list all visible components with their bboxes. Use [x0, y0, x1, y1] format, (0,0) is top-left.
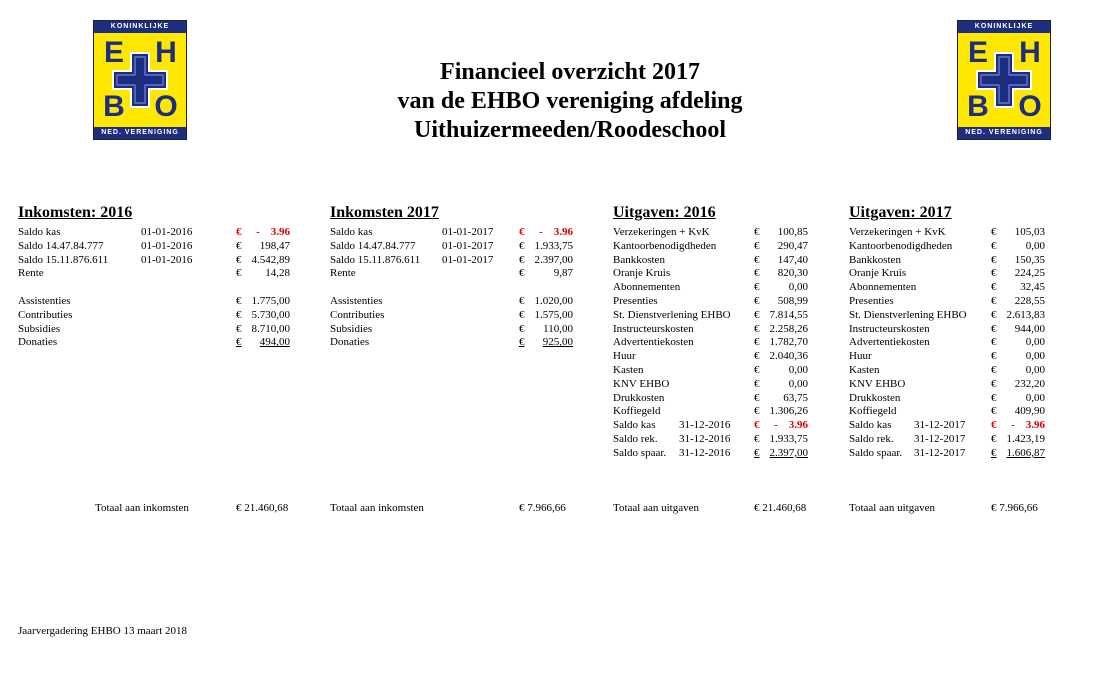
heading-uitgaven-2017: Uitgaven: 2017 [849, 204, 952, 221]
row-amount: - 3.96 [1011, 419, 1045, 432]
row-date: 01-01-2017 [442, 226, 494, 238]
row-amount: 0,00 [788, 364, 808, 376]
row-amount: 1.775,00 [251, 295, 290, 307]
euro-sign: € [236, 267, 242, 280]
euro-sign: € [519, 226, 525, 238]
heading-uitgaven-2016: Uitgaven: 2016 [613, 204, 716, 221]
row-label: Saldo spaar. [849, 446, 903, 459]
euro-sign: € [236, 336, 242, 349]
euro-sign: € [991, 350, 997, 363]
row-date: 31-12-2017 [914, 433, 966, 445]
blue-cross-icon [975, 51, 1033, 109]
row-amount: 228,55 [1014, 295, 1045, 307]
row-amount: 1.020,00 [534, 295, 573, 307]
row-date: 01-01-2017 [442, 239, 494, 252]
euro-sign: € [991, 433, 997, 445]
euro-sign: € [991, 336, 997, 349]
euro-sign: € [754, 239, 760, 252]
row-label: Abonnementen [613, 281, 681, 294]
euro-sign: € [754, 322, 760, 335]
logo-top-text: KONINKLIJKE [94, 21, 186, 33]
row-label: Saldo kas [18, 226, 61, 238]
euro-sign: € [754, 295, 760, 307]
table-row [0, 322, 1119, 336]
euro-sign: € [754, 433, 760, 445]
euro-sign: € [754, 267, 760, 280]
row-label: Donaties [18, 336, 58, 349]
total-amount: € 21.460,68 [754, 502, 807, 514]
table-row [0, 446, 1119, 460]
row-label: Contributies [18, 308, 73, 321]
row-amount: 1.933,75 [534, 239, 573, 252]
row-amount: 2.040,36 [769, 350, 808, 363]
table-row [0, 335, 1119, 349]
euro-sign: € [236, 308, 242, 321]
euro-sign: € [991, 281, 997, 294]
euro-sign: € [754, 377, 760, 390]
table-row [0, 391, 1119, 405]
logo-field [958, 33, 1050, 127]
row-amount: 0,00 [1025, 350, 1045, 363]
euro-sign: € [754, 336, 760, 349]
logo-letter-o: O [1018, 90, 1042, 123]
row-label: Bankkosten [849, 253, 901, 266]
euro-sign: € [754, 446, 760, 459]
row-date: 31-12-2016 [679, 419, 731, 432]
row-label: Donaties [330, 336, 370, 349]
heading-inkomsten-2016: Inkomsten: 2016 [18, 204, 133, 221]
row-label: Saldo kas [330, 226, 373, 238]
row-label: Drukkosten [849, 391, 901, 404]
row-amount: 5.730,00 [251, 308, 290, 321]
euro-sign: € [754, 253, 760, 266]
row-label: Oranje Kruis [613, 267, 671, 280]
row-label: Verzekeringen + KvK [613, 226, 710, 238]
euro-sign: € [991, 308, 997, 321]
euro-sign: € [991, 322, 997, 335]
row-amount: 147,40 [777, 253, 808, 266]
row-amount: 0,00 [788, 281, 808, 294]
table-row [0, 349, 1119, 363]
row-date: 31-12-2016 [679, 446, 731, 459]
total-amount: € 7.966,66 [519, 502, 566, 514]
row-amount: 1.575,00 [534, 308, 573, 321]
logo-letter-o: O [154, 90, 178, 123]
euro-sign: € [991, 267, 997, 280]
row-amount: 1.933,75 [769, 433, 808, 445]
footer-note: Jaarvergadering EHBO 13 maart 2018 [18, 625, 188, 637]
row-amount: 508,99 [777, 295, 808, 307]
table-row [0, 266, 1119, 280]
euro-sign: € [519, 267, 525, 280]
row-amount: 0,00 [1025, 364, 1045, 376]
total-label: Totaal aan inkomsten [95, 502, 189, 514]
euro-sign: € [754, 391, 760, 404]
euro-sign: € [991, 391, 997, 404]
euro-sign: € [236, 322, 242, 335]
total-uitgaven-2017 [0, 501, 1119, 515]
row-amount: 494,00 [259, 336, 290, 349]
row-date: 01-01-2016 [141, 253, 193, 266]
logo-top-text: KONINKLIJKE [958, 21, 1050, 33]
row-label: Presenties [613, 295, 658, 307]
row-amount: 232,20 [1014, 377, 1045, 390]
title-line-3: Uithuizermeeden/Roodeschool [414, 117, 726, 143]
euro-sign: € [991, 377, 997, 390]
euro-sign: € [991, 295, 997, 307]
row-label: Saldo rek. [849, 433, 894, 445]
euro-sign: € [519, 253, 525, 266]
row-amount: 925,00 [542, 336, 573, 349]
euro-sign: € [236, 253, 242, 266]
row-label: Verzekeringen + KvK [849, 226, 946, 238]
row-label: Saldo 14.47.84.777 [330, 239, 416, 252]
heading-inkomsten-2017: Inkomsten 2017 [330, 204, 439, 221]
row-amount: 63,75 [783, 391, 808, 404]
row-amount: 944,00 [1014, 322, 1045, 335]
row-label: Saldo 14.47.84.777 [18, 239, 104, 252]
row-label: Koffiegeld [849, 405, 897, 418]
euro-sign: € [991, 226, 997, 238]
logo-field [94, 33, 186, 127]
row-label: St. Dienstverlening EHBO [849, 308, 967, 321]
row-label: Abonnementen [849, 281, 917, 294]
title-line-1: Financieel overzicht 2017 [440, 59, 700, 85]
row-amount: 1.782,70 [769, 336, 808, 349]
row-label: KNV EHBO [849, 377, 906, 390]
row-amount: 150,35 [1014, 253, 1045, 266]
row-label: Bankkosten [613, 253, 665, 266]
row-amount: 100,85 [777, 226, 808, 238]
row-amount: - 3.96 [774, 419, 808, 432]
logo-letter-b: B [103, 90, 125, 123]
row-amount: 198,47 [259, 239, 290, 252]
table-row [0, 308, 1119, 322]
row-label: Drukkosten [613, 391, 665, 404]
euro-sign: € [754, 419, 760, 432]
row-label: Saldo kas [849, 419, 892, 432]
row-amount: 9,87 [553, 267, 573, 280]
row-label: Kantoorbenodigdheden [613, 239, 717, 252]
euro-sign: € [754, 226, 760, 238]
logo-letter-e: E [967, 36, 988, 69]
row-label: St. Dienstverlening EHBO [613, 308, 731, 321]
blue-cross-icon [111, 51, 169, 109]
row-amount: 0,00 [788, 377, 808, 390]
table-row [0, 418, 1119, 432]
row-amount: 8.710,00 [251, 322, 290, 335]
row-label: Saldo rek. [613, 433, 658, 445]
row-amount: 110,00 [543, 322, 573, 335]
row-amount: 14,28 [265, 267, 290, 280]
row-label: Contributies [330, 308, 385, 321]
row-label: Instructeurskosten [849, 322, 930, 335]
row-label: Rente [330, 267, 356, 280]
table-row [0, 253, 1119, 267]
row-label: Assistenties [18, 295, 71, 307]
euro-sign: € [991, 419, 997, 432]
title-line-2: van de EHBO vereniging afdeling [397, 88, 743, 114]
row-label: Saldo spaar. [613, 446, 667, 459]
row-amount: 820,30 [777, 267, 808, 280]
logo-bottom-text: NED. VERENIGING [958, 127, 1050, 139]
euro-sign: € [519, 336, 525, 349]
row-amount: 1.606,87 [1006, 446, 1045, 459]
row-label: Subsidies [18, 322, 61, 335]
logo-letter-h: H [155, 36, 177, 69]
euro-sign: € [519, 322, 525, 335]
euro-sign: € [754, 405, 760, 418]
row-amount: 4.542,89 [251, 253, 290, 266]
row-amount: 224,25 [1014, 267, 1045, 280]
row-amount: 290,47 [777, 239, 808, 252]
euro-sign: € [236, 295, 242, 307]
euro-sign: € [519, 239, 525, 252]
row-label: Saldo 15.11.876.611 [18, 253, 109, 266]
euro-sign: € [754, 308, 760, 321]
row-label: Rente [18, 267, 44, 280]
table-row [0, 363, 1119, 377]
euro-sign: € [991, 446, 997, 459]
row-label: Huur [849, 350, 872, 363]
logo-letter-b: B [967, 90, 989, 123]
logo-bottom-text: NED. VERENIGING [94, 127, 186, 139]
euro-sign: € [991, 405, 997, 418]
row-amount: 0,00 [1025, 336, 1045, 349]
table-row [0, 225, 1119, 239]
row-amount: 105,03 [1014, 226, 1045, 238]
logo-letter-e: E [103, 36, 124, 69]
row-label: Presenties [849, 295, 894, 307]
row-amount: 1.306,26 [769, 405, 808, 418]
row-label: Assistenties [330, 295, 383, 307]
row-label: Instructeurskosten [613, 322, 694, 335]
total-label: Totaal aan inkomsten [330, 502, 424, 514]
row-label: Kasten [613, 364, 644, 376]
table-row [0, 239, 1119, 253]
row-amount: 2.397,00 [769, 446, 808, 459]
euro-sign: € [754, 364, 760, 376]
row-label: Saldo 15.11.876.611 [330, 253, 421, 266]
row-label: Kasten [849, 364, 880, 376]
row-label: Advertentiekosten [613, 336, 694, 349]
row-date: 01-01-2016 [141, 239, 193, 252]
row-label: Advertentiekosten [849, 336, 930, 349]
row-date: 31-12-2016 [679, 433, 731, 445]
euro-sign: € [519, 295, 525, 307]
row-label: Huur [613, 350, 636, 363]
euro-sign: € [754, 281, 760, 294]
row-label: Oranje Kruis [849, 267, 907, 280]
euro-sign: € [236, 239, 242, 252]
table-row [0, 377, 1119, 391]
row-amount: - 3.96 [539, 226, 573, 238]
row-date: 31-12-2017 [914, 419, 966, 432]
row-label: Saldo kas [613, 419, 656, 432]
table-row [0, 432, 1119, 446]
row-label: KNV EHBO [613, 377, 670, 390]
ehbo-logo-left [93, 20, 187, 140]
total-label: Totaal aan uitgaven [613, 502, 699, 514]
row-amount: 2.613,83 [1006, 308, 1045, 321]
euro-sign: € [754, 350, 760, 363]
table-row [0, 280, 1119, 294]
row-amount: 0,00 [1025, 239, 1045, 252]
row-label: Koffiegeld [613, 405, 661, 418]
total-amount: € 21.460,68 [236, 502, 289, 514]
total-amount: € 7.966,66 [991, 502, 1038, 514]
total-label: Totaal aan uitgaven [849, 502, 935, 514]
table-row [0, 294, 1119, 308]
row-date: 01-01-2016 [141, 226, 193, 238]
euro-sign: € [519, 308, 525, 321]
row-amount: 7.814,55 [769, 308, 808, 321]
euro-sign: € [991, 253, 997, 266]
row-label: Subsidies [330, 322, 373, 335]
ehbo-logo-right [957, 20, 1051, 140]
logo-letter-h: H [1019, 36, 1041, 69]
row-amount: 2.397,00 [534, 253, 573, 266]
row-amount: 0,00 [1025, 391, 1045, 404]
row-amount: - 3.96 [256, 226, 290, 238]
euro-sign: € [991, 364, 997, 376]
page-title [300, 58, 840, 145]
euro-sign: € [236, 226, 242, 238]
row-date: 31-12-2017 [914, 446, 966, 459]
row-amount: 1.423,19 [1006, 433, 1045, 445]
row-amount: 32,45 [1020, 281, 1045, 294]
row-date: 01-01-2017 [442, 253, 494, 266]
table-row [0, 404, 1119, 418]
row-amount: 409,90 [1014, 405, 1045, 418]
euro-sign: € [991, 239, 997, 252]
row-amount: 2.258,26 [769, 322, 808, 335]
row-label: Kantoorbenodigdheden [849, 239, 953, 252]
